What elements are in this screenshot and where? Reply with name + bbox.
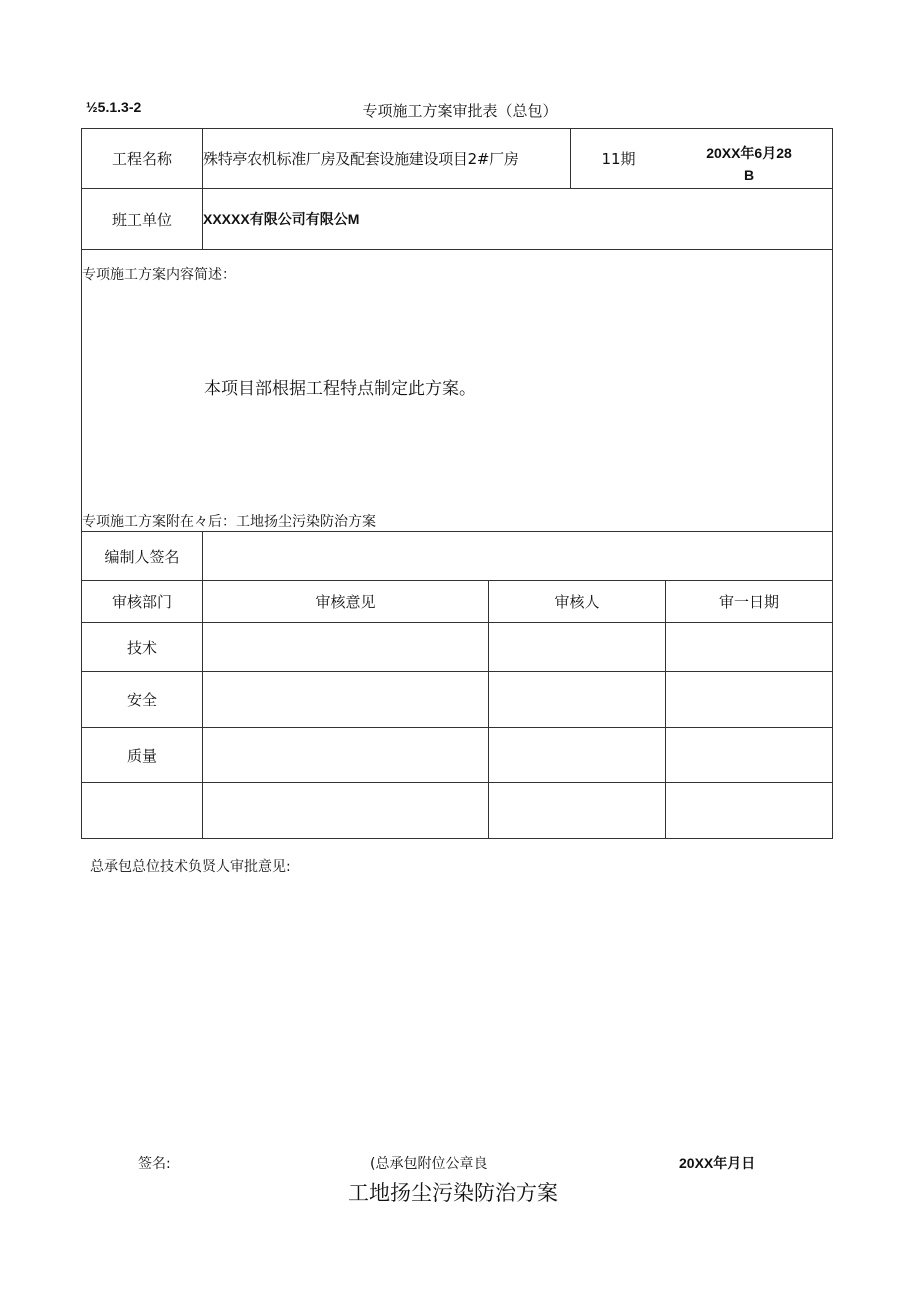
header-reviewer: 审核人 (554, 593, 600, 611)
next-section-heading: 工地扬尘污染防治方案 (348, 1181, 558, 1205)
sign-label: 签名: (138, 1156, 171, 1172)
construction-unit-label: 班工单位 (111, 210, 172, 229)
review-row-safety: 安全 (126, 691, 157, 709)
content-summary-label: 专项施工方案内容简述： (82, 267, 236, 283)
review-row-tech: 技术 (126, 638, 157, 657)
header-review-dept: 审核部门 (111, 593, 172, 611)
approval-date: 20XX年月日 (679, 1155, 756, 1171)
report-date-line1: 20XX年6月28 (706, 145, 792, 161)
compiler-signature-field[interactable] (203, 532, 832, 580)
project-name-value: 殊特亭农机标准厂房及配套设施建设项目2#厂房 (203, 150, 519, 168)
construction-unit-value: XXXXX有限公司有限公M (203, 211, 360, 227)
compiler-signature-label: 编制人签名 (104, 547, 180, 566)
review-row-blank (82, 783, 202, 838)
content-summary-body: 本项目部根据工程特点制定此方案。 (204, 379, 476, 399)
period-label: 11期 (601, 150, 636, 168)
review-row-quality: 质量 (126, 746, 157, 765)
header-review-opinion: 审核意见 (315, 593, 376, 611)
seal-label: (总承包附位公章良 (370, 1156, 488, 1172)
project-name-label: 工程名称 (111, 150, 172, 168)
doc-code: ½5.1.3-2 (86, 99, 142, 115)
report-date-line2: B (743, 167, 755, 183)
chief-engineer-approval-label: 总承包总位技术负贤人审批意见: (90, 859, 291, 875)
header-review-date: 审一日期 (718, 593, 779, 611)
report-date (666, 142, 832, 186)
doc-title: 专项施工方案审批表（总包） (362, 102, 558, 120)
attachment-note: 专项施工方案附在々后：工地扬尘污染防治方案 (82, 514, 376, 530)
table-line (81, 249, 833, 250)
